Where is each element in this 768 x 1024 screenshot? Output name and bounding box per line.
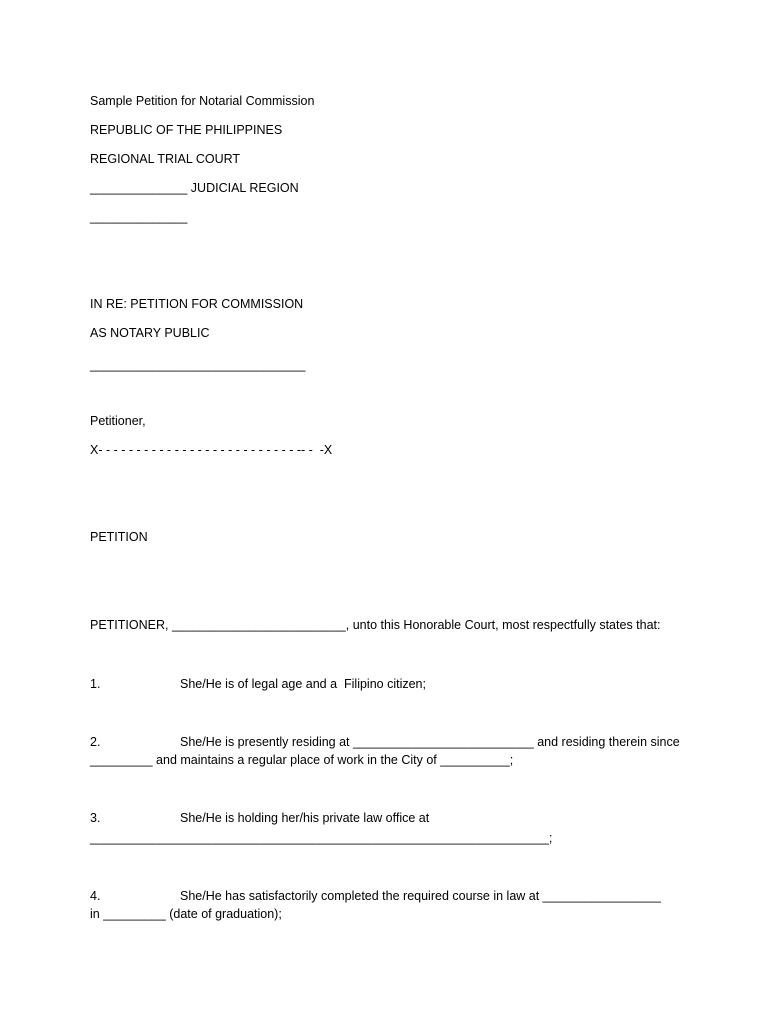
petitioner-name-blank: _______________________________ bbox=[90, 358, 306, 372]
as-notary-line: AS NOTARY PUBLIC bbox=[90, 326, 210, 340]
list-item bbox=[90, 809, 690, 847]
item-text-continued: in _________ (date of graduation); bbox=[90, 907, 282, 921]
item-number: 2. bbox=[90, 735, 101, 749]
caption-separator: X- - - - - - - - - - - - - - - - - - - - - - - - - - -- - -X bbox=[90, 443, 333, 457]
item-number: 4. bbox=[90, 889, 101, 903]
list-item bbox=[90, 733, 690, 769]
item-text-continued: _________ and maintains a regular place of work in the City of __________; bbox=[90, 753, 514, 767]
republic-heading: REPUBLIC OF THE PHILIPPINES bbox=[90, 123, 283, 137]
list-item bbox=[90, 675, 690, 693]
sample-title: Sample Petition for Notarial Commission bbox=[90, 94, 315, 108]
region-blank-line: ______________ bbox=[90, 210, 188, 224]
item-number: 3. bbox=[90, 811, 101, 825]
petition-intro: PETITIONER, _________________________, unto this Honorable Court, most respectfully states that: bbox=[90, 618, 661, 632]
in-re-line: IN RE: PETITION FOR COMMISSION bbox=[90, 297, 304, 311]
item-text-continued: __________________________________________________________________; bbox=[90, 831, 553, 845]
petition-heading: PETITION bbox=[90, 530, 148, 544]
item-text: She/He is presently residing at __________________________ and residing therein since bbox=[180, 735, 680, 749]
list-item bbox=[90, 887, 690, 923]
item-text: She/He is of legal age and a Filipino citizen; bbox=[180, 677, 426, 691]
court-heading: REGIONAL TRIAL COURT bbox=[90, 152, 241, 166]
petitioner-label: Petitioner, bbox=[90, 414, 146, 428]
item-number: 1. bbox=[90, 677, 101, 691]
item-text: She/He has satisfactorily completed the required course in law at _________________ bbox=[180, 889, 661, 903]
item-text: She/He is holding her/his private law office at bbox=[180, 811, 430, 825]
judicial-region-line: ______________ JUDICIAL REGION bbox=[90, 181, 299, 195]
